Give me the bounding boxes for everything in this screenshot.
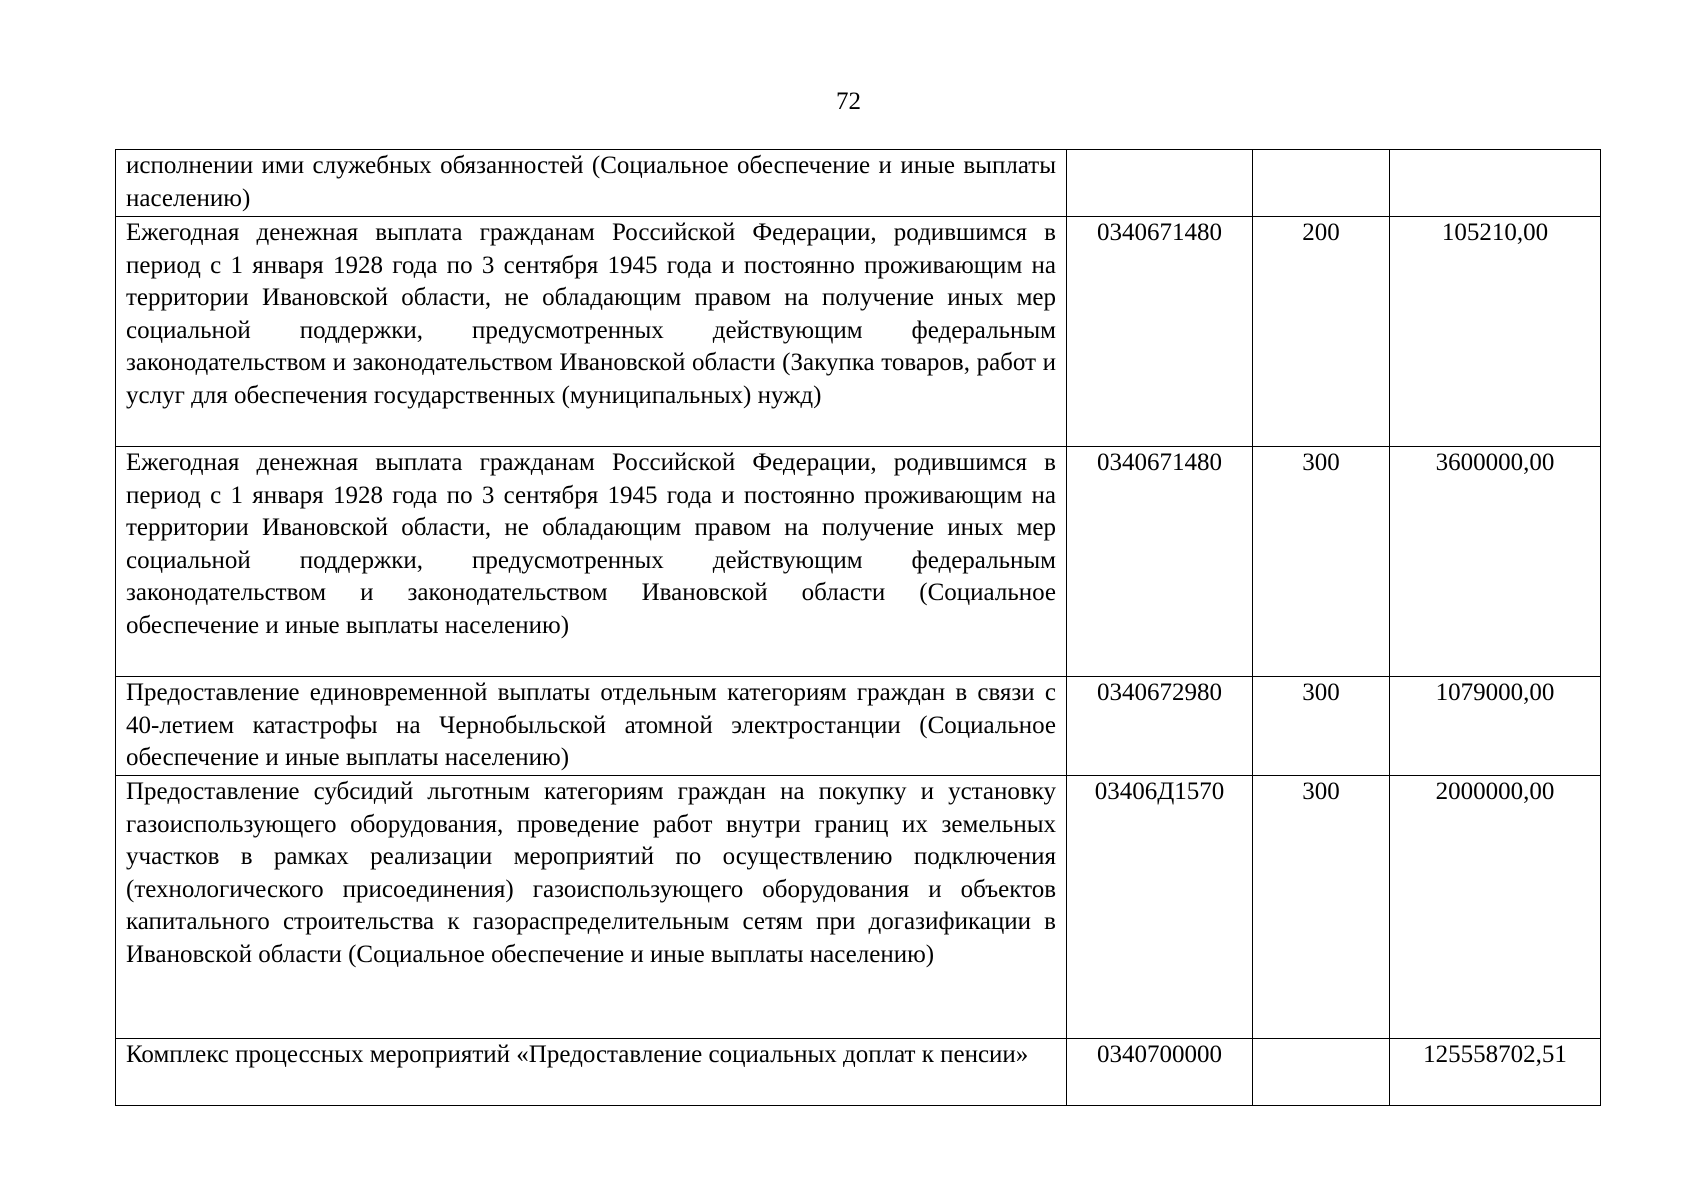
table-row <box>116 1039 1601 1106</box>
row-amount: 105210,00 <box>1390 217 1601 447</box>
row-description: Предоставление субсидий льготным категориям граждан на покупку и установку газоиспользующего оборудования, проведение работ внутри границ их земельных участков в рамках реализации мероприятий по осуществлению подключения (технологического присоединения) газоиспользующего оборудования и объектов капитального строительства к газораспределительным сетям при догазификации в Ивановской области (Социальное обеспечение и иные выплаты населению) <box>116 776 1067 1039</box>
row-amount: 3600000,00 <box>1390 447 1601 677</box>
row-description: Ежегодная денежная выплата гражданам Российской Федерации, родившимся в период с 1 января 1928 года по 3 сентября 1945 года и постоянно проживающим на территории Ивановской области, не обладающим правом на получение иных мер социальной поддержки, предусмотренных действующим федеральным законодательством и законодательством Ивановской области (Социальное обеспечение и иные выплаты населению) <box>116 447 1067 677</box>
row-target-code: 0340671480 <box>1067 447 1253 677</box>
budget-table <box>115 149 1601 1106</box>
row-target-code: 0340700000 <box>1067 1039 1253 1106</box>
row-amount: 2000000,00 <box>1390 776 1601 1039</box>
row-expense-type: 300 <box>1253 447 1390 677</box>
row-expense-type: 300 <box>1253 776 1390 1039</box>
row-description: Ежегодная денежная выплата гражданам Российской Федерации, родившимся в период с 1 января 1928 года по 3 сентября 1945 года и постоянно проживающим на территории Ивановской области, не обладающим правом на получение иных мер социальной поддержки, предусмотренных действующим федеральным законодательством и законодательством Ивановской области (Закупка товаров, работ и услуг для обеспечения государственных (муниципальных) нужд) <box>116 217 1067 447</box>
row-description: Комплекс процессных мероприятий «Предоставление социальных доплат к пенсии» <box>116 1039 1067 1106</box>
table-row <box>116 150 1601 217</box>
table-row <box>116 677 1601 776</box>
row-amount: 125558702,51 <box>1390 1039 1601 1106</box>
row-target-code: 0340672980 <box>1067 677 1253 776</box>
table-row <box>116 776 1601 1039</box>
table-row <box>116 447 1601 677</box>
row-target-code: 03406Д1570 <box>1067 776 1253 1039</box>
row-description: Предоставление единовременной выплаты отдельным категориям граждан в связи с 40-летием катастрофы на Чернобыльской атомной электростанции (Социальное обеспечение и иные выплаты населению) <box>116 677 1067 776</box>
row-amount: 1079000,00 <box>1390 677 1601 776</box>
row-expense-type <box>1253 150 1390 217</box>
table-row <box>116 217 1601 447</box>
row-expense-type: 200 <box>1253 217 1390 447</box>
page-number: 72 <box>836 88 861 115</box>
row-description: исполнении ими служебных обязанностей (Социальное обеспечение и иные выплаты населению) <box>116 150 1067 217</box>
row-target-code: 0340671480 <box>1067 217 1253 447</box>
row-amount <box>1390 150 1601 217</box>
row-expense-type: 300 <box>1253 677 1390 776</box>
row-target-code <box>1067 150 1253 217</box>
row-expense-type <box>1253 1039 1390 1106</box>
